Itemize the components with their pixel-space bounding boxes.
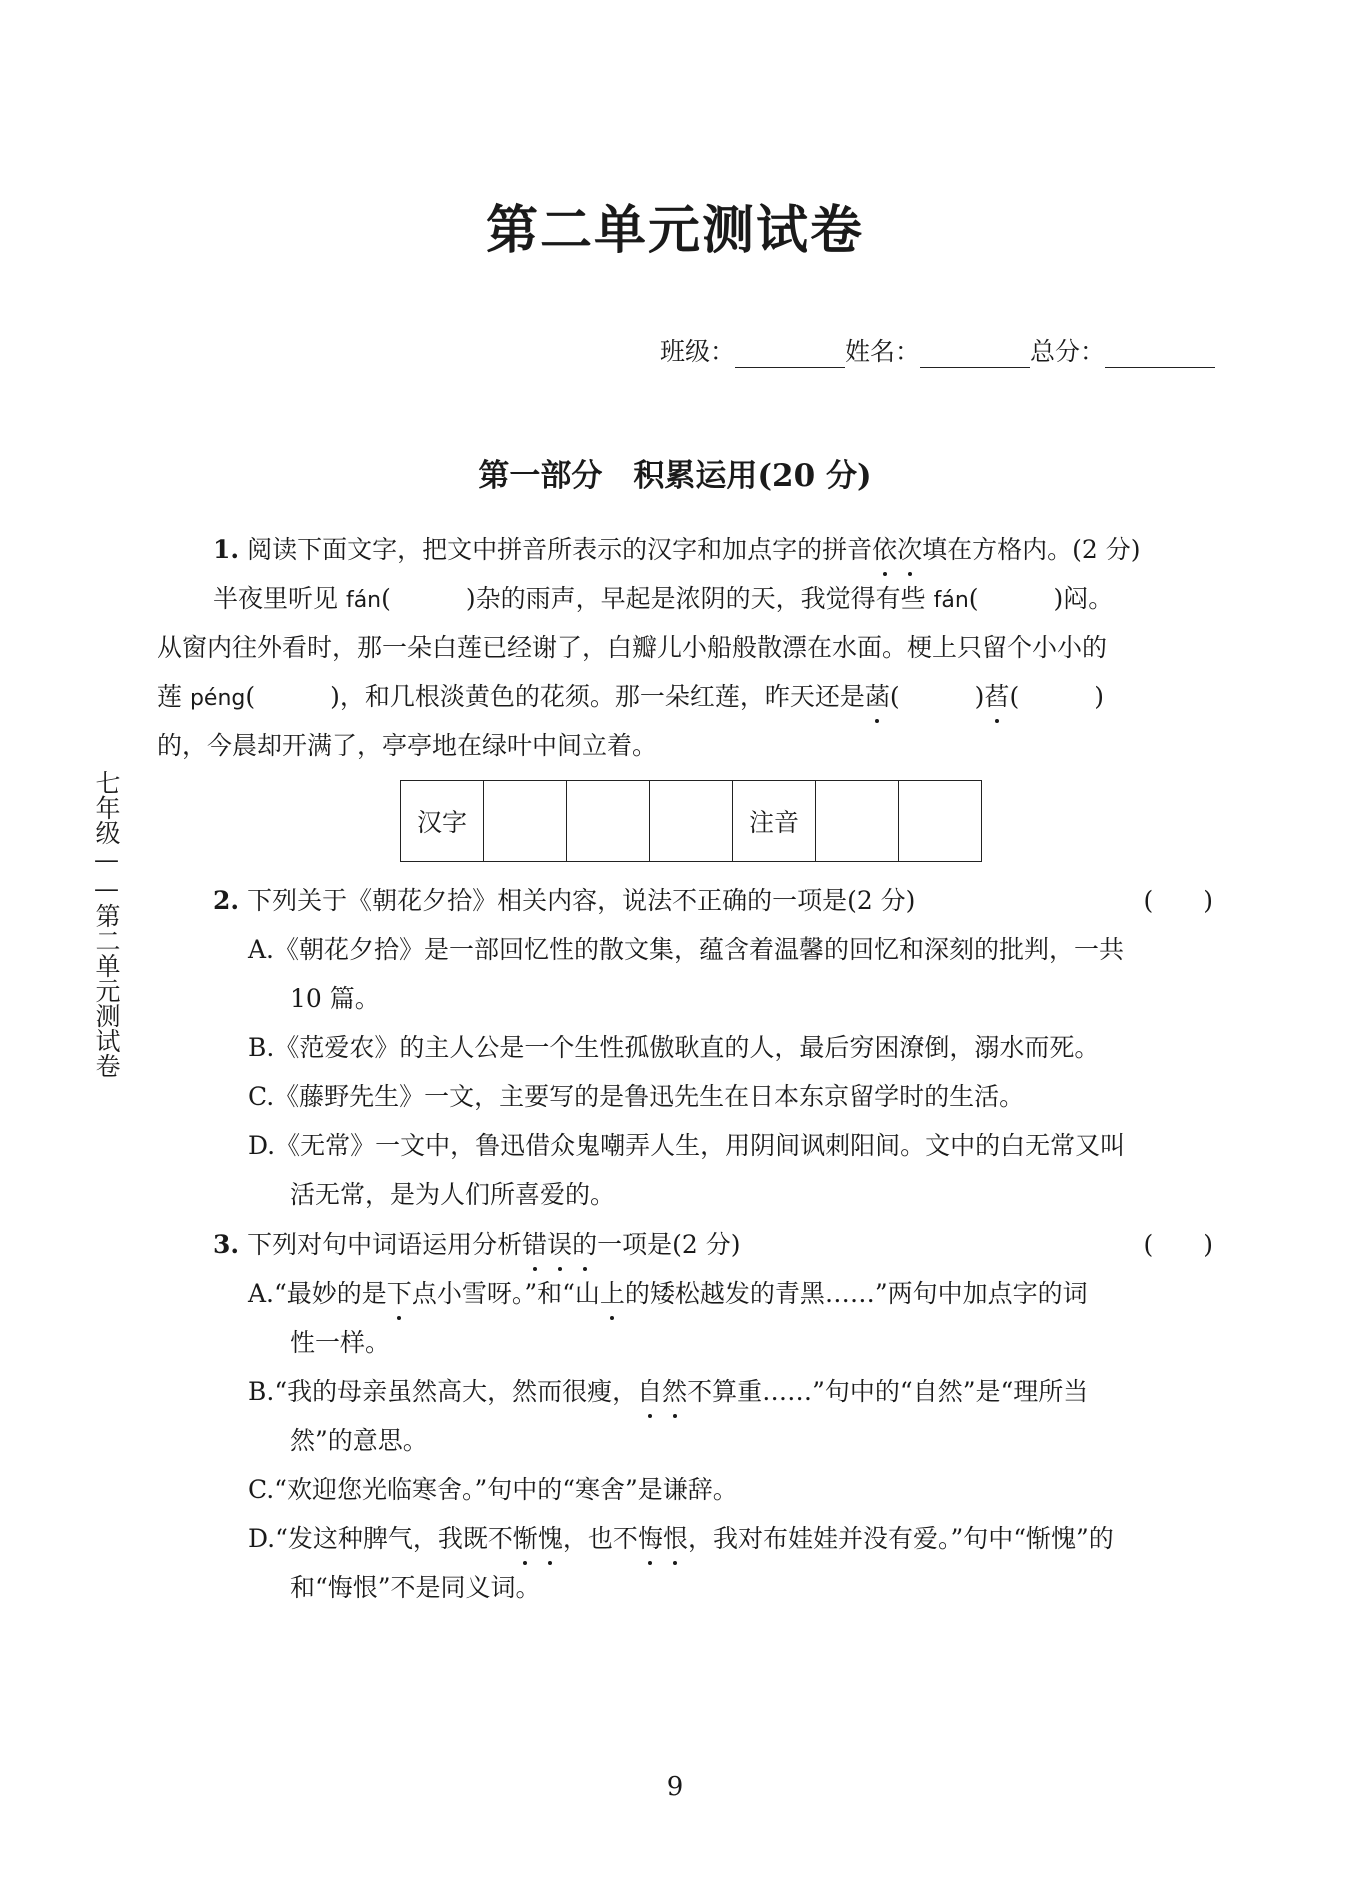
- passage-text: ( ): [889, 682, 985, 711]
- option-text: ，我对布娃娃并没有爱。”句中“惭愧”的: [687, 1524, 1114, 1553]
- option-text: ，也不: [562, 1524, 638, 1553]
- q2-number: 2.: [213, 886, 240, 915]
- q2-option-c: C.《藤野先生》一文，主要写的是鲁迅先生在日本东京留学时的生活。: [248, 1082, 1025, 1111]
- table-cell-blank[interactable]: [816, 781, 899, 862]
- table-cell-blank[interactable]: [650, 781, 733, 862]
- passage-text: ( )闷。: [968, 584, 1114, 613]
- q1-passage-line-3: [157, 677, 1104, 713]
- dotted-char: 的: [572, 1225, 597, 1261]
- q3-option-b-cont: 然”的意思。: [290, 1426, 428, 1455]
- q2-option-a: A.《朝花夕拾》是一部回忆性的散文集，蕴含着温馨的回忆和深刻的批判，一共: [248, 935, 1125, 964]
- dotted-char: 错: [522, 1225, 547, 1261]
- q1-prompt-end: 填在方格内。(2 分): [922, 535, 1141, 564]
- table-cell-zhuyin-label: 注音: [733, 781, 816, 862]
- q2-stem-text: 下列关于《朝花夕拾》相关内容，说法不正确的一项是(2 分): [247, 886, 916, 915]
- q2-option-a-cont: 10 篇。: [290, 984, 380, 1013]
- dotted-char: 萏: [984, 677, 1009, 713]
- q2-stem: [213, 881, 1213, 917]
- section-heading: 第一部分 积累运用(20 分): [478, 458, 872, 494]
- q3-number: 3.: [213, 1230, 240, 1259]
- table-cell-blank[interactable]: [567, 781, 650, 862]
- q1-number: 1.: [213, 535, 240, 564]
- q3-option-a-cont: 性一样。: [290, 1328, 391, 1357]
- score-blank: [1105, 339, 1215, 368]
- pinyin: fán: [933, 588, 969, 613]
- name-label: 姓名：: [845, 337, 921, 366]
- dotted-char: 惭: [513, 1519, 538, 1555]
- q3-stem-text: 一项是(2 分): [597, 1230, 741, 1259]
- table-cell-hanzi-label: 汉字: [401, 781, 484, 862]
- dotted-char: 悔: [638, 1519, 663, 1555]
- q1-dotted-char: 依: [872, 530, 897, 566]
- name-blank: [920, 339, 1030, 368]
- dotted-char: 下: [387, 1274, 412, 1310]
- answer-table: [400, 780, 982, 862]
- table-cell-blank[interactable]: [899, 781, 982, 862]
- passage-text: 半夜里听见: [213, 584, 346, 613]
- class-label: 班级：: [660, 337, 736, 366]
- q3-stem-text: 下列对句中词语运用分析: [247, 1230, 523, 1259]
- option-text: 不算重……”句中的“自然”是“理所当: [687, 1377, 1089, 1406]
- pinyin: péng: [189, 686, 246, 711]
- q1-passage-line-4: 的，今晨却开满了，亭亭地在绿叶中间立着。: [157, 731, 658, 760]
- student-info-line: [660, 332, 1215, 368]
- q1-passage-line-2: 从窗内往外看时，那一朵白莲已经谢了，白瓣儿小船般散漂在水面。梗上只留个小小的: [157, 633, 1108, 662]
- q3-answer-paren[interactable]: ( ): [1143, 1230, 1213, 1259]
- score-label: 总分：: [1030, 337, 1106, 366]
- option-text: 点小雪呀。”和“山: [411, 1279, 600, 1308]
- option-text: D.“发这种脾气，我既不: [248, 1524, 513, 1553]
- dotted-char: 误: [547, 1225, 572, 1261]
- passage-text: 莲: [157, 682, 190, 711]
- q3-option-d-cont: 和“悔恨”不是同义词。: [290, 1573, 541, 1602]
- dotted-char: 愧: [538, 1519, 563, 1555]
- page-number: 9: [666, 1772, 684, 1802]
- dotted-char: 自: [637, 1372, 662, 1408]
- q3-stem: [213, 1225, 1213, 1261]
- q3-option-a: [248, 1274, 1088, 1310]
- q1-stem: [213, 530, 1140, 566]
- side-label: 七年级——第二单元测试卷: [92, 770, 121, 1078]
- q3-option-d: [248, 1519, 1114, 1555]
- q1-passage-line-1: [213, 579, 1113, 615]
- q1-dotted-char: 次: [897, 530, 922, 566]
- pinyin: fán: [345, 588, 382, 613]
- q2-option-d: D.《无常》一文中，鲁迅借众鬼嘲弄人生，用阴间讽刺阳间。文中的白无常又叫: [248, 1131, 1126, 1160]
- q2-answer-paren[interactable]: ( ): [1143, 886, 1213, 915]
- passage-text: ( )杂的雨声，早起是浓阴的天，我觉得有些: [381, 584, 934, 613]
- answer-table-row: [401, 781, 982, 862]
- dotted-char: 菡: [865, 677, 890, 713]
- dotted-char: 上: [600, 1274, 625, 1310]
- option-text: 的矮松越发的青黑……”两句中加点字的词: [624, 1279, 1088, 1308]
- q2-option-b: B.《范爱农》的主人公是一个生性孤傲耿直的人，最后穷困潦倒，溺水而死。: [248, 1033, 1100, 1062]
- dotted-char: 恨: [663, 1519, 688, 1555]
- option-text: B.“我的母亲虽然高大，然而很瘦，: [248, 1377, 638, 1406]
- option-text: A.“最妙的是: [248, 1279, 387, 1308]
- passage-text: ( )，和几根淡黄色的花须。那一朵红莲，昨天还是: [245, 682, 865, 711]
- dotted-char: 然: [662, 1372, 687, 1408]
- q3-option-b: [248, 1372, 1088, 1408]
- q2-option-d-cont: 活无常，是为人们所喜爱的。: [290, 1180, 616, 1209]
- table-cell-blank[interactable]: [484, 781, 567, 862]
- q3-option-c: C.“欢迎您光临寒舍。”句中的“寒舍”是谦辞。: [248, 1475, 738, 1504]
- passage-text: ( ): [1009, 682, 1104, 711]
- page-title: 第二单元测试卷: [485, 200, 864, 261]
- q1-prompt: 阅读下面文字，把文中拼音所表示的汉字和加点字的拼音: [247, 535, 873, 564]
- class-blank: [735, 339, 845, 368]
